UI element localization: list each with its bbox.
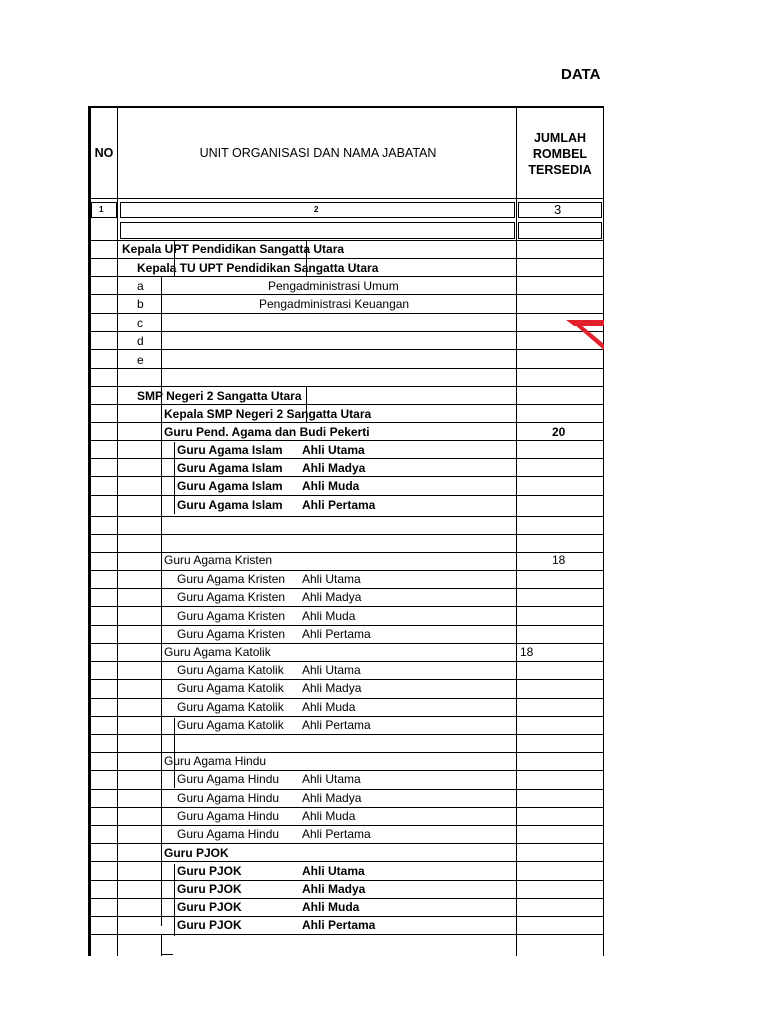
row-islam-2-level: Ahli Madya: [302, 461, 366, 475]
row-line: [91, 588, 604, 589]
row-islam-1-level: Ahli Utama: [302, 443, 365, 457]
row-line: [91, 716, 604, 717]
row-kristen-3: Guru Agama Kristen: [177, 609, 286, 623]
row-kristen-2-level: Ahli Madya: [302, 590, 362, 604]
row-label-d: d: [137, 334, 144, 348]
row-islam-3-level: Ahli Muda: [302, 479, 360, 493]
row-kristen-1: Guru Agama Kristen: [177, 572, 286, 586]
row-hindu-head: Guru Agama Hindu: [164, 754, 267, 768]
comment-marker-icon: [566, 318, 604, 352]
row-hindu-4-level: Ahli Pertama: [302, 827, 371, 841]
row-katolik-1-level: Ahli Utama: [302, 663, 361, 677]
row-line: [91, 679, 604, 680]
row-islam-1: Guru Agama Islam: [177, 443, 283, 457]
sub-col-divider: [161, 934, 162, 956]
row-kristen-head: Guru Agama Kristen: [164, 553, 273, 567]
row-kristen-4: Guru Agama Kristen: [177, 627, 286, 641]
page-title: DATA: [561, 66, 601, 83]
table-right-border: [603, 106, 604, 956]
sub-col-divider: [161, 386, 162, 926]
row-hindu-2-level: Ahli Madya: [302, 791, 362, 805]
row-hindu-3: Guru Agama Hindu: [177, 809, 280, 823]
row-katolik-2: Guru Agama Katolik: [177, 681, 284, 695]
row-kristen-2: Guru Agama Kristen: [177, 590, 286, 604]
row-line: [91, 661, 604, 662]
row-line: [91, 458, 604, 459]
table-top-border: [88, 106, 604, 108]
row-pjok-3-level: Ahli Muda: [302, 900, 360, 914]
row-line: [91, 240, 604, 241]
row-hindu-2: Guru Agama Hindu: [177, 791, 280, 805]
row-pjok-2: Guru PJOK: [177, 882, 242, 896]
row-line: [91, 625, 604, 626]
num-box-1: [91, 202, 117, 218]
row-line: [91, 734, 604, 735]
row-guru-pend-agama-jumlah: 20: [552, 425, 566, 439]
row-kepala-smp: Kepala SMP Negeri 2 Sangatta Utara: [164, 407, 372, 421]
col-divider-no: [117, 106, 118, 956]
sub-col-divider: [174, 442, 175, 514]
row-line: [91, 880, 604, 881]
row-islam-4: Guru Agama Islam: [177, 498, 283, 512]
row-label-c: c: [137, 316, 143, 330]
row-pjok-4: Guru PJOK: [177, 918, 242, 932]
row-katolik-2-level: Ahli Madya: [302, 681, 362, 695]
row-line: [91, 476, 604, 477]
header-no: NO: [94, 146, 114, 160]
row-pengadministrasi-umum: Pengadministrasi Umum: [268, 279, 399, 293]
row-guru-pend-agama: Guru Pend. Agama dan Budi Pekerti: [164, 425, 370, 439]
row-pengadministrasi-keuangan: Pengadministrasi Keuangan: [259, 297, 410, 311]
num-2: 2: [314, 205, 319, 214]
num-3: 3: [554, 202, 562, 217]
row-line: [91, 258, 604, 259]
spreadsheet-table: [88, 106, 604, 956]
row-katolik-1: Guru Agama Katolik: [177, 663, 284, 677]
num-1: 1: [99, 205, 104, 214]
row-line: [91, 276, 604, 277]
row-kepala-upt: Kepala UPT Pendidikan Sangatta Utara: [122, 242, 345, 256]
row-line: [91, 422, 604, 423]
sub-col-divider: [174, 718, 175, 788]
row-islam-4-level: Ahli Pertama: [302, 498, 376, 512]
row-pjok-1-level: Ahli Utama: [302, 864, 365, 878]
row-line: [91, 916, 604, 917]
row-line: [91, 861, 604, 862]
row-line: [91, 825, 604, 826]
row-line: [91, 807, 604, 808]
row-line: [91, 440, 604, 441]
row-pjok-3: Guru PJOK: [177, 900, 242, 914]
row-pjok-1: Guru PJOK: [177, 864, 242, 878]
table-left-border: [88, 106, 91, 956]
header-bottom-line: [88, 198, 604, 199]
col-divider-jumlah: [516, 106, 517, 956]
row-kristen-1-level: Ahli Utama: [302, 572, 361, 586]
row-line: [161, 954, 173, 955]
row-smp-negeri: SMP Negeri 2 Sangatta Utara: [137, 389, 302, 403]
empty-box-3: [518, 222, 602, 239]
row-line: [91, 534, 604, 535]
row-line: [91, 495, 604, 496]
row-line: [91, 516, 604, 517]
row-line: [91, 898, 604, 899]
row-line: [91, 386, 604, 387]
row-label-a: a: [137, 279, 144, 293]
row-line: [91, 789, 604, 790]
row-katolik-4-level: Ahli Pertama: [302, 718, 371, 732]
row-hindu-1-level: Ahli Utama: [302, 772, 361, 786]
row-line: [91, 843, 604, 844]
row-line: [91, 570, 604, 571]
row-label-e: e: [137, 353, 144, 367]
row-katolik-4: Guru Agama Katolik: [177, 718, 284, 732]
sub-col-divider: [174, 864, 175, 936]
row-line: [91, 934, 604, 935]
row-katolik-3: Guru Agama Katolik: [177, 700, 284, 714]
row-hindu-3-level: Ahli Muda: [302, 809, 356, 823]
row-katolik-jumlah: 18: [520, 645, 534, 659]
row-line: [91, 368, 604, 369]
row-line: [91, 643, 604, 644]
row-kristen-4-level: Ahli Pertama: [302, 627, 371, 641]
row-hindu-4: Guru Agama Hindu: [177, 827, 280, 841]
header-unit: UNIT ORGANISASI DAN NAMA JABATAN: [199, 146, 437, 160]
row-kepala-tu: Kepala TU UPT Pendidikan Sangatta Utara: [137, 261, 379, 275]
row-line: [91, 294, 604, 295]
row-line: [91, 404, 604, 405]
row-katolik-head: Guru Agama Katolik: [164, 645, 271, 659]
row-pjok-2-level: Ahli Madya: [302, 882, 366, 896]
row-islam-3: Guru Agama Islam: [177, 479, 283, 493]
row-katolik-3-level: Ahli Muda: [302, 700, 356, 714]
row-label-b: b: [137, 297, 144, 311]
row-line: [91, 331, 604, 332]
row-line: [91, 770, 604, 771]
row-line: [91, 313, 604, 314]
row-line: [91, 349, 604, 350]
row-kristen-3-level: Ahli Muda: [302, 609, 356, 623]
row-line: [91, 752, 604, 753]
row-pjok-4-level: Ahli Pertama: [302, 918, 376, 932]
row-line: [91, 698, 604, 699]
row-islam-2: Guru Agama Islam: [177, 461, 283, 475]
row-kristen-jumlah: 18: [552, 553, 566, 567]
header-jumlah: JUMLAH ROMBEL TERSEDIA: [528, 131, 592, 177]
row-pjok-head: Guru PJOK: [164, 846, 229, 860]
row-hindu-1: Guru Agama Hindu: [177, 772, 280, 786]
row-line: [91, 606, 604, 607]
sub-col-divider: [161, 276, 162, 386]
empty-box-2: [120, 222, 515, 239]
